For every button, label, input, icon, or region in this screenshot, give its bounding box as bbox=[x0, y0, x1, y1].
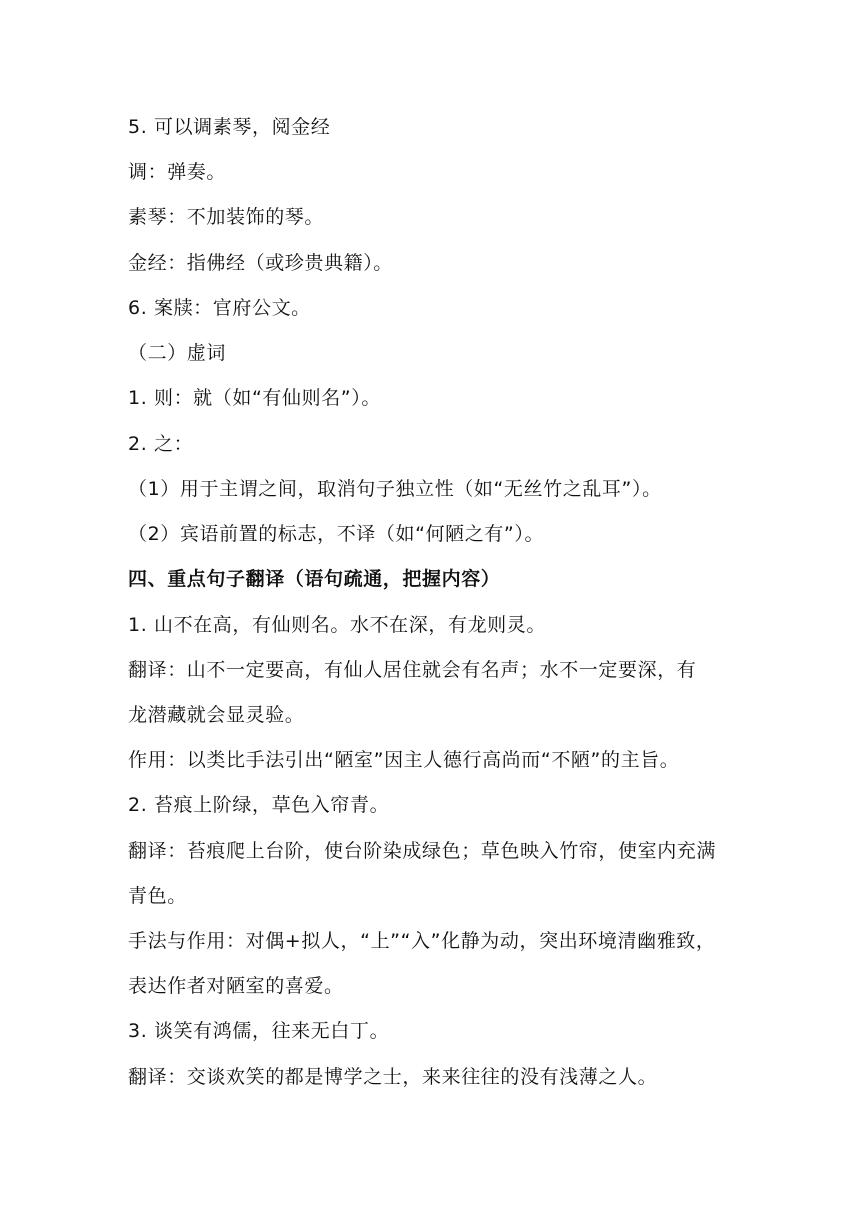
zhi-usage-2: （2）宾语前置的标志，不译（如“何陋之有”）。 bbox=[128, 523, 545, 545]
function-word-zhi: 2. 之： bbox=[128, 433, 194, 455]
sentence-3: 3. 谈笑有鸿儒，往来无白丁。 bbox=[128, 1020, 390, 1042]
item-5-heading: 5. 可以调素琴，阅金经 bbox=[128, 116, 331, 138]
sentence-1-function: 作用：以类比手法引出“陋室”因主人德行高尚而“不陋”的主旨。 bbox=[128, 749, 680, 771]
sentence-1: 1. 山不在高，有仙则名。水不在深，有龙则灵。 bbox=[128, 614, 546, 636]
sentence-1-translation: 翻译：山不一定要高，有仙人居住就会有名声；水不一定要深，有 bbox=[128, 659, 697, 681]
sentence-1-translation-cont: 龙潜藏就会显灵验。 bbox=[128, 704, 305, 726]
definition-suqin: 素琴：不加装饰的琴。 bbox=[128, 206, 325, 228]
sentence-2-translation: 翻译：苔痕爬上台阶，使台阶染成绿色；草色映入竹帘，使室内充满 bbox=[128, 840, 717, 862]
sentence-3-translation: 翻译：交谈欢笑的都是博学之士，来来往往的没有浅薄之人。 bbox=[128, 1066, 658, 1088]
function-word-ze: 1. 则：就（如“有仙则名”）。 bbox=[128, 387, 381, 409]
sentence-2-technique-cont: 表达作者对陋室的喜爱。 bbox=[128, 975, 344, 997]
sentence-2: 2. 苔痕上阶绿，草色入帘青。 bbox=[128, 794, 390, 816]
definition-tiao: 调：弹奏。 bbox=[128, 161, 227, 183]
definition-jinjing: 金经：指佛经（或珍贵典籍）。 bbox=[128, 252, 393, 274]
section-heading-translation: 四、重点句子翻译（语句疏通，把握内容） bbox=[128, 568, 501, 590]
zhi-usage-1: （1）用于主谓之间，取消句子独立性（如“无丝竹之乱耳”）。 bbox=[128, 478, 662, 500]
section-function-words: （二）虚词 bbox=[128, 342, 227, 364]
sentence-2-translation-cont: 青色。 bbox=[128, 885, 187, 907]
item-6-andu: 6. 案牍：官府公文。 bbox=[128, 297, 311, 319]
sentence-2-technique: 手法与作用：对偶+拟人，“上”“入”化静为动，突出环境清幽雅致， bbox=[128, 930, 716, 952]
